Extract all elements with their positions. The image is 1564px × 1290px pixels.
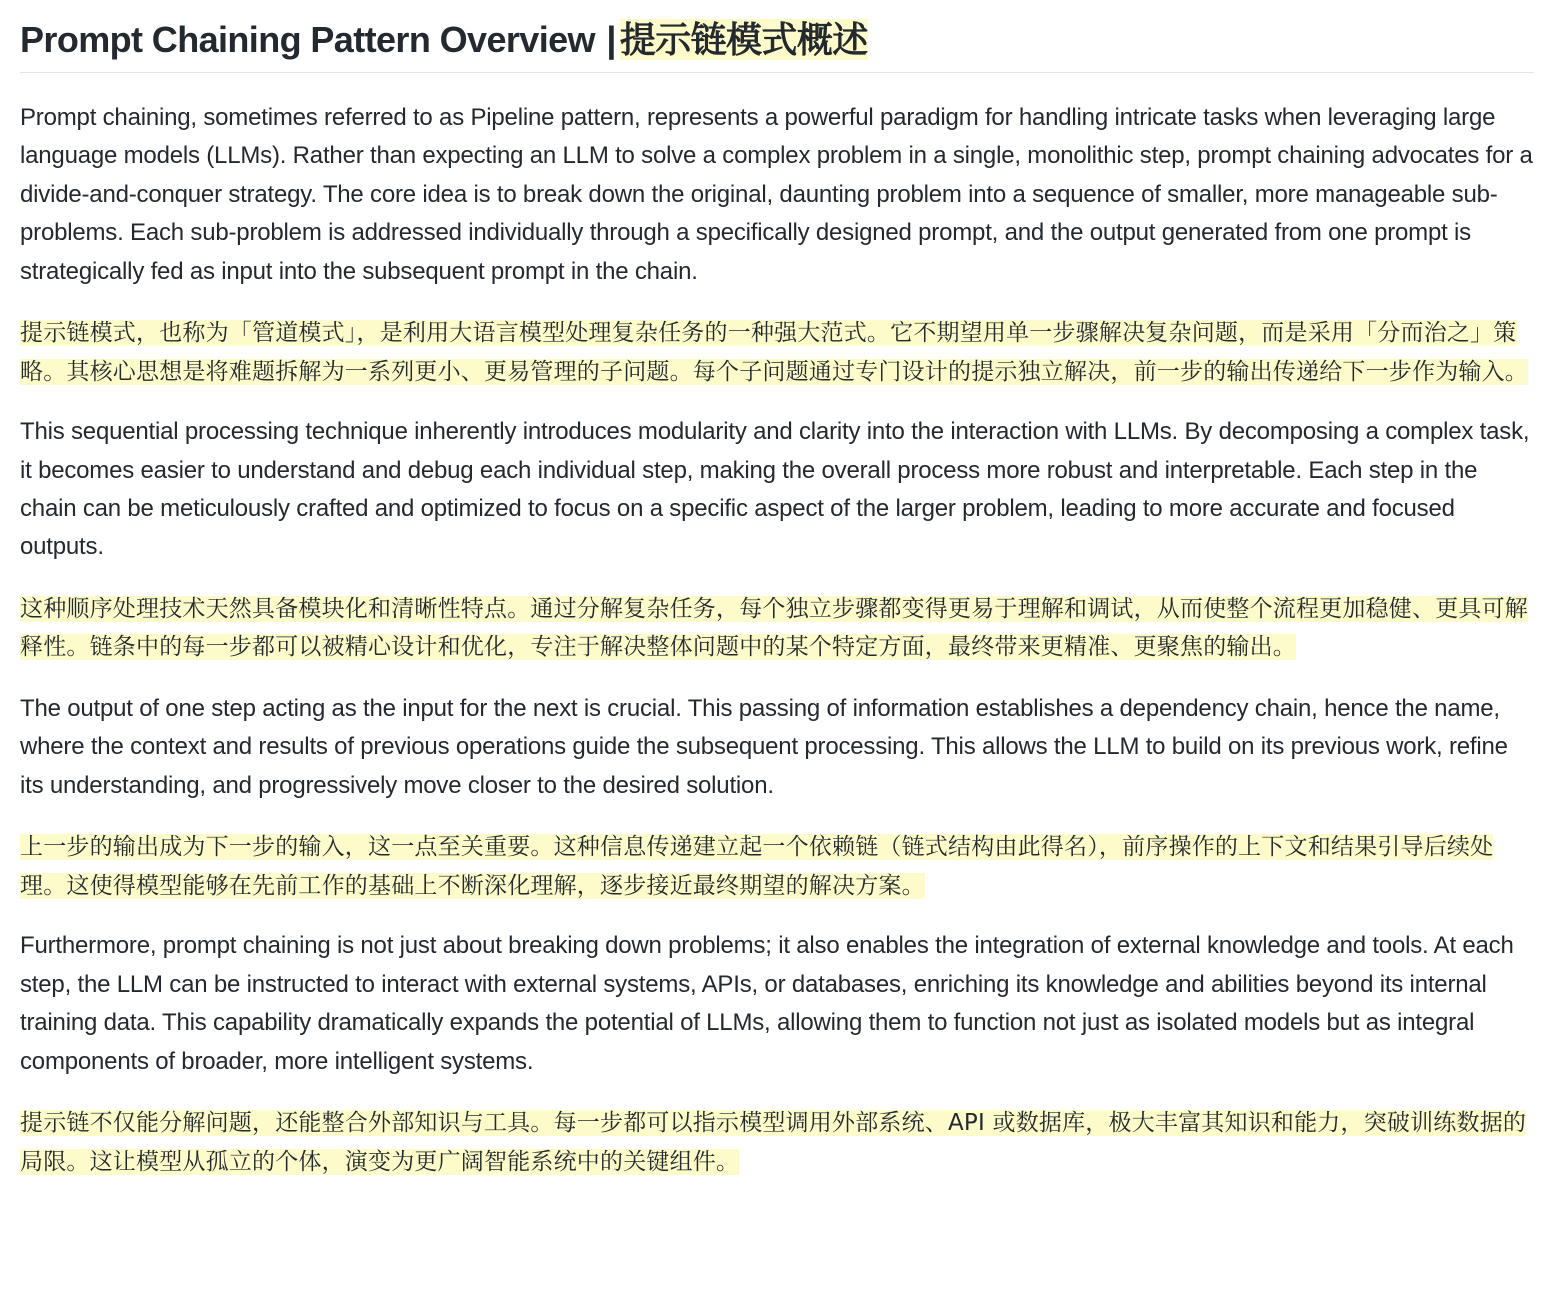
paragraph-english-dependency [20,690,1534,805]
title-separator: | [606,19,616,60]
paragraph-text-highlighted: 上一步的输出成为下一步的输入，这一点至关重要。这种信息传递建立起一个依赖链（链式结构由此得名），前序操作的上下文和结果引导后续处理。这使得模型能够在先前工作的基础上不断深化理解，逐步接近最终期望的解决方案。 [20,834,1494,899]
paragraph-text-highlighted: 提示链模式，也称为「管道模式」，是利用大语言模型处理复杂任务的一种强大范式。它不期望用单一步骤解决复杂问题，而是采用「分而治之」策略。其核心思想是将难题拆解为一系列更小、更易管理的子问题。每个子问题通过专门设计的提示独立解决，前一步的输出传递给下一步作为输入。 [20,320,1528,385]
paragraph-text-highlighted: 这种顺序处理技术天然具备模块化和清晰性特点。通过分解复杂任务，每个独立步骤都变得更易于理解和调试，从而使整个流程更加稳健、更具可解释性。链条中的每一步都可以被精心设计和优化，专注于解决整体问题中的某个特定方面，最终带来更精准、更聚焦的输出。 [20,595,1528,661]
paragraph-english-external-tools [20,927,1534,1081]
paragraph-chinese-dependency [20,828,1534,905]
title-divider [20,72,1534,73]
paragraph-text: The output of one step acting as the input for the next is crucial. This passing of information establishes a dependency chain, hence the name, where the context and results of previous operations guide the subsequent processing. This allows the LLM to build on its previous work, refine its understanding, and progressively move closer to the desired solution. [20,695,1508,799]
page-title-chinese: 提示链模式概述 [619,19,868,60]
paragraph-chinese-intro [20,314,1534,391]
paragraph-chinese-modularity [20,590,1534,667]
paragraph-text-highlighted: 提示链不仅能分解问题，还能整合外部知识与工具。每一步都可以指示模型调用外部系统、API 或数据库，极大丰富其知识和能力，突破训练数据的局限。这让模型从孤立的个体，演变为更广阔智能系统中的关键组件。 [20,1110,1527,1175]
page-title-english: Prompt Chaining Pattern Overview [20,19,595,60]
paragraph-english-modularity [20,413,1534,567]
page-title [20,14,1534,66]
paragraph-chinese-external-tools [20,1104,1534,1181]
paragraph-english-intro [20,99,1534,291]
paragraph-text: Furthermore, prompt chaining is not just about breaking down problems; it also enables the integration of external knowledge and tools. At each step, the LLM can be instructed to interact with external systems, APIs, or databases, enriching its knowledge and abilities beyond its internal training data. This capability dramatically expands the potential of LLMs, allowing them to function not just as isolated models but as integral components of broader, more intelligent systems. [20,932,1514,1075]
paragraph-text: This sequential processing technique inherently introduces modularity and clarity into the interaction with LLMs. By decomposing a complex task, it becomes easier to understand and debug each individual step, making the overall process more robust and interpretable. Each step in the chain can be meticulously crafted and optimized to focus on a specific aspect of the larger problem, leading to more accurate and focused outputs. [20,418,1530,561]
paragraph-text: Prompt chaining, sometimes referred to as Pipeline pattern, represents a powerful paradigm for handling intricate tasks when leveraging large language models (LLMs). Rather than expecting an LLM to solve a complex problem in a single, monolithic step, prompt chaining advocates for a divide-and-conquer strategy. The core idea is to break down the original, daunting problem into a sequence of smaller, more manageable sub-problems. Each sub-problem is addressed individually through a specifically designed prompt, and the output generated from one prompt is strategically fed as input into the subsequent prompt in the chain. [20,104,1533,285]
